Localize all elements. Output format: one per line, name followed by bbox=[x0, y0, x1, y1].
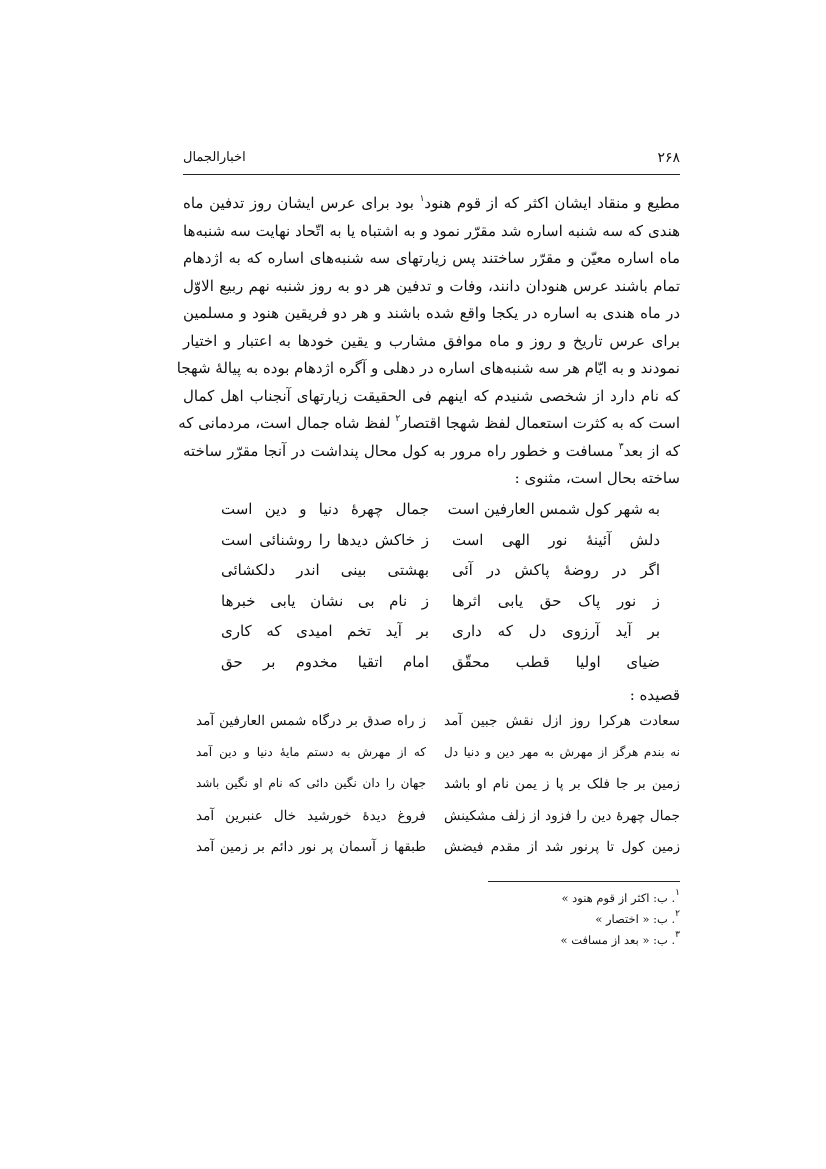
prose-line: مطیع و منقاد ایشان اکثر که از قوم هنود$^۱$ بود برای عرس ایشان روز تدفین ماه bbox=[183, 194, 680, 212]
footnote-number: ۱ bbox=[675, 888, 680, 898]
hemistich-second: که از مهرش به دستم مایهٔ دنیا و دین آمد bbox=[196, 744, 426, 759]
footnote: $^۲$. ب: « اختصار » bbox=[595, 909, 680, 926]
prose-line: است که به کثرت استعمال لفظ شهجا اقتصار$^۲$ لفظ شاه جمال است، مردمانی که bbox=[178, 414, 680, 432]
prose-line: در ماه هندی به اساره در یکجا واقع شده باشند و هر دو فریقین هنود و مسلمین bbox=[183, 304, 680, 322]
verse-row bbox=[183, 592, 680, 623]
verse-row bbox=[183, 500, 680, 531]
hemistich-first: ضیای اولیا قطب محقّق bbox=[452, 652, 660, 671]
hemistich-first: جمال چهرهٔ دین را فزود از زلف مشکینش bbox=[444, 807, 680, 824]
hemistich-first: زمین بر جا فلک بر پا ز یمن نام او باشد bbox=[444, 776, 680, 792]
verse-row bbox=[183, 776, 680, 808]
footnote: $^۳$. ب: « بعد از مسافت » bbox=[560, 930, 680, 947]
footnote-ref: ۲ bbox=[395, 414, 401, 424]
hemistich-second: طبقها ز آسمان پر نور دائم بر زمین آمد bbox=[196, 839, 426, 855]
footnote: $^۱$. ب: اکثر از قوم هنود » bbox=[561, 888, 680, 905]
footnote-ref: ۱ bbox=[419, 194, 425, 204]
hemistich-first: به شهر کول شمس العارفین است bbox=[447, 500, 660, 518]
prose-line: که از بعد$^۳$ مسافت و خطور راه مرور به کول محال پنداشت در آنجا مقرّر ساخته bbox=[183, 441, 681, 460]
verse-row bbox=[183, 745, 680, 777]
page-number: ۲۶۸ bbox=[657, 150, 680, 166]
hemistich-second: فروغ دیدهٔ خورشید خال عنبرین آمد bbox=[196, 807, 426, 824]
prose-line: هندی که سه شنبه اساره شد مقرّر نمود و به اشتباه یا به اتّحاد نهایت سه شنبه‌ها bbox=[183, 221, 680, 240]
verse-row bbox=[183, 561, 680, 592]
hemistich-second: امام اتقیا مخدوم بر حق bbox=[221, 652, 429, 671]
hemistich-first: اگر در روضهٔ پاکش در آئی bbox=[452, 561, 660, 579]
hemistich-first: بر آید آرزوی دل که داری bbox=[452, 622, 660, 640]
footnotes bbox=[380, 888, 680, 951]
footnote-rule bbox=[488, 881, 680, 882]
footnote-number: ۳ bbox=[675, 930, 680, 940]
prose-line: ماه اساره معیّن و مقرّر ساختند پس زیارتهای سه شنبه‌های اساره که به اژدهام bbox=[183, 249, 680, 267]
prose-line: برای عرس تاریخ و روز و ماه موافق مشارب و یقین خودها به اعتبار و اختیار bbox=[183, 331, 680, 350]
prose-line: ساخته بحال است، مثنوی : bbox=[514, 469, 680, 487]
verse-row bbox=[183, 808, 680, 840]
verse-row bbox=[183, 653, 680, 684]
hemistich-first: زمین کول تا پرنور شد از مقدم فیضش bbox=[444, 839, 680, 855]
prose-line: تمام باشند عرس هنودان دانند، وفات و تدفین هر دو به روز شنبه نهم ربیع الاوّل bbox=[183, 276, 680, 295]
hemistich-second: بهشتی بینی اندر دلکشائی bbox=[221, 561, 429, 579]
page-header bbox=[183, 150, 680, 172]
hemistich-second: ز راه صدق بر درگاه شمس العارفین آمد bbox=[196, 713, 426, 729]
verse-row bbox=[183, 622, 680, 653]
footnote-ref: ۳ bbox=[618, 441, 624, 452]
hemistich-first: سعادت هرکرا روز ازل نقش جبین آمد bbox=[444, 713, 680, 729]
footnote-number: ۲ bbox=[675, 909, 680, 919]
hemistich-first: ز نور پاک حق یابی اثرها bbox=[452, 591, 660, 610]
masnavi-poem bbox=[183, 500, 680, 683]
hemistich-second: جمال چهرهٔ دنیا و دین است bbox=[221, 500, 429, 518]
hemistich-first: نه بندم هرگز از مهرش به مهر دین و دنیا دل bbox=[444, 744, 680, 759]
hemistich-second: ز نام بی نشان یابی خبرها bbox=[221, 591, 429, 610]
header-rule bbox=[183, 174, 680, 175]
verse-row bbox=[183, 531, 680, 562]
verse-row bbox=[183, 713, 680, 745]
verse-row bbox=[183, 839, 680, 871]
hemistich-first: دلش آئینهٔ نور الهی است bbox=[452, 530, 660, 549]
hemistich-second: ز خاکش دیدها را روشنائی است bbox=[221, 530, 429, 549]
hemistich-second: بر آید تخم امیدی که کاری bbox=[221, 622, 429, 640]
prose-line: که نام دارد از شخصی شنیدم که اینهم فی الحقیقت زیارتهای آنجناب اهل کمال bbox=[183, 386, 680, 405]
prose-line: نمودند و به ایّام هر سه شنبه‌های اساره در دهلی و آگره اژدهام بوده به پیالهٔ شهجا bbox=[176, 359, 680, 377]
hemistich-second: جهان را دان نگین دائی که نام او نگین باشد bbox=[196, 776, 426, 790]
prose-paragraph bbox=[176, 190, 681, 493]
running-title: اخبارالجمال bbox=[183, 150, 246, 165]
qasida-label: قصیده : bbox=[629, 686, 680, 704]
qasida-poem bbox=[183, 713, 680, 871]
